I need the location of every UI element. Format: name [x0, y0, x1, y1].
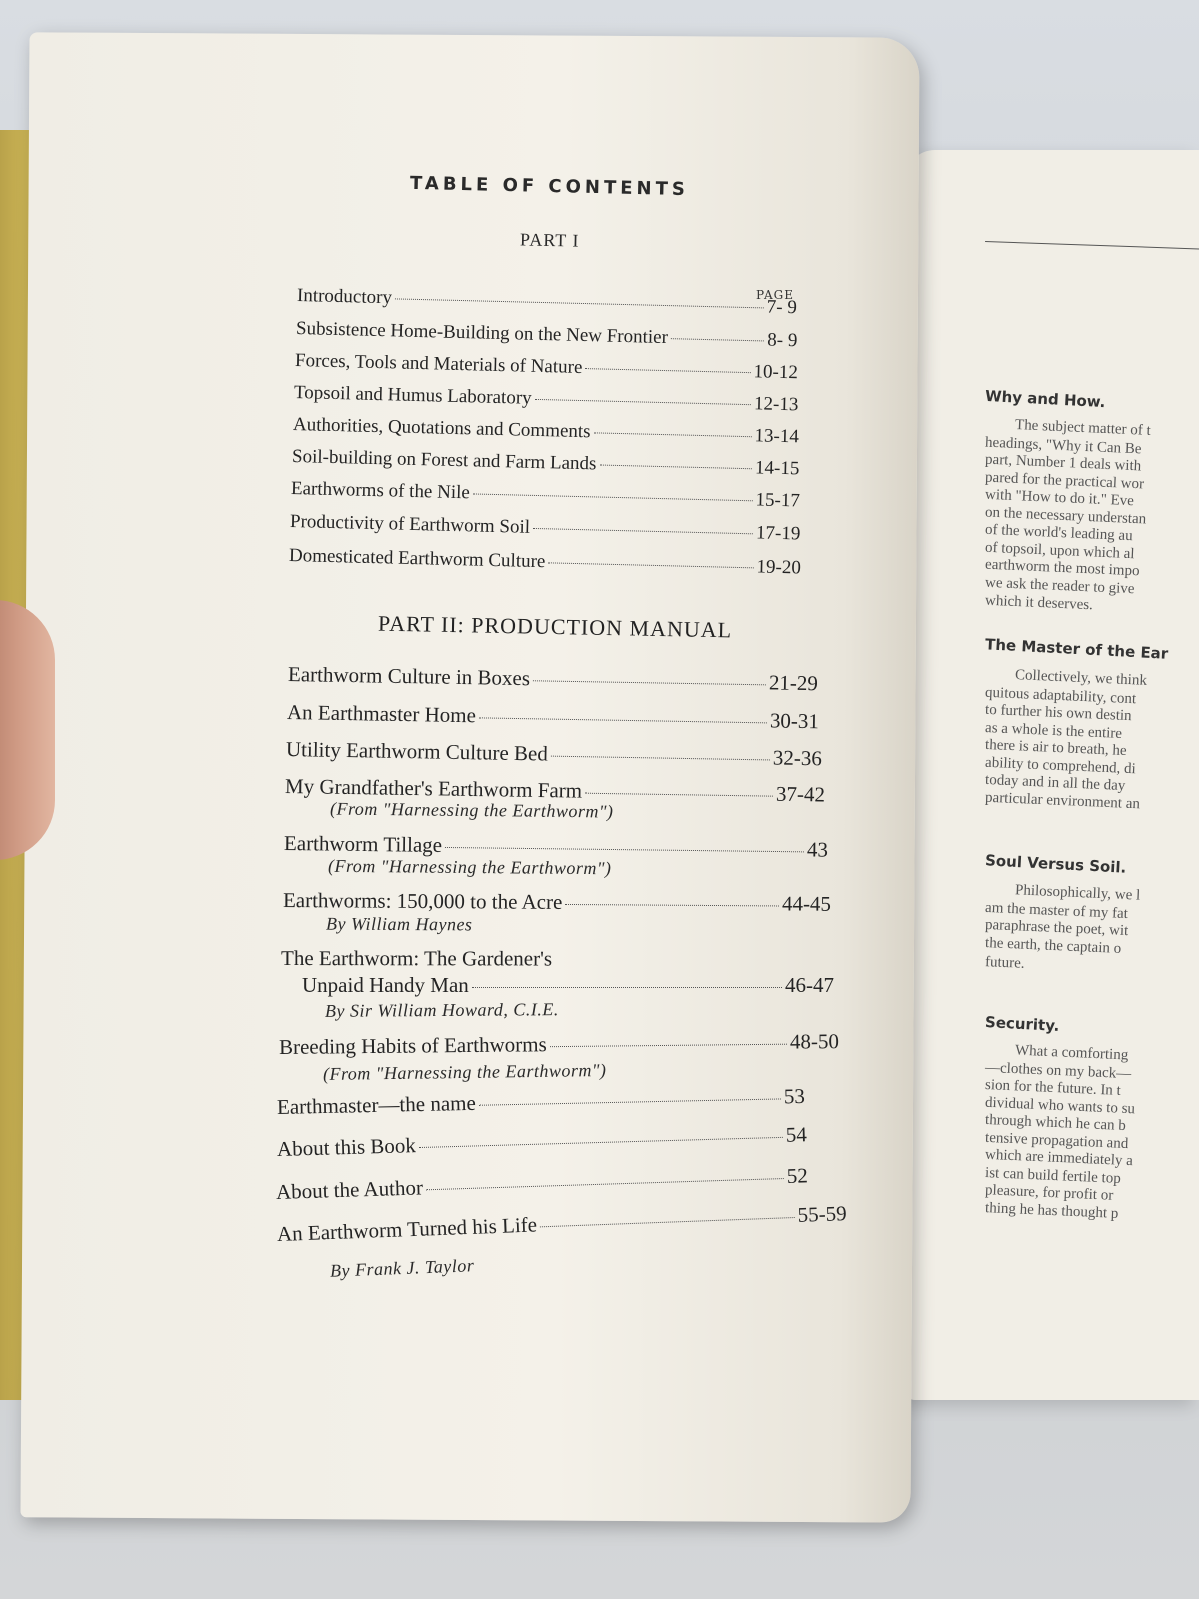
dot-leader [445, 847, 804, 852]
dot-leader [472, 987, 782, 988]
toc-entry [302, 973, 834, 998]
toc-entry-title: Introductory [296, 285, 393, 309]
body-text-line: today and in all the day [984, 771, 1126, 795]
toc-entry-pages: 15-17 [755, 489, 801, 512]
section-heading: Soul Versus Soil. [984, 851, 1127, 877]
toc-entry-pages: 54 [785, 1122, 808, 1147]
toc-entry-subtitle: By Sir William Howard, C.I.E. [324, 999, 559, 1021]
toc-entry-pages: 46-47 [785, 973, 834, 997]
dot-leader [479, 717, 767, 723]
body-text-line: The subject matter of t [1014, 417, 1152, 439]
thumb [0, 600, 55, 860]
body-text-line: on the necessary understan [984, 503, 1147, 528]
body-text-line: there is air to breath, he [984, 736, 1127, 760]
body-text-line: of the world's leading au [984, 521, 1133, 545]
dot-leader [426, 1178, 784, 1190]
right-page [905, 150, 1199, 1400]
section-heading: Why and How. [984, 386, 1106, 412]
toc-title: TABLE OF CONTENTS [409, 172, 690, 201]
toc-entry-pages: 55-59 [797, 1201, 848, 1227]
toc-entry-title: Unpaid Handy Man [302, 973, 469, 997]
body-text-line: headings, "Why it Can Be [984, 434, 1142, 457]
body-text-line: —clothes on my back— [984, 1059, 1132, 1082]
body-text-line: sion for the future. In t [984, 1077, 1122, 1099]
toc-entry-pages: 43 [806, 837, 829, 862]
toc-entry-pages: 37-42 [775, 781, 826, 807]
dot-leader [671, 338, 764, 341]
toc-entry-subtitle: By William Haynes [325, 913, 473, 935]
dot-leader [594, 432, 752, 437]
body-text-line: as a whole is the entire [984, 719, 1123, 742]
toc-entry-title: Authorities, Quotations and Comments [292, 414, 591, 443]
body-text-line: tensive propagation and [984, 1129, 1129, 1152]
toc-entry-subtitle: (From "Harnessing the Earthworm") [327, 855, 612, 879]
dot-leader [419, 1137, 783, 1148]
toc-entry-pages: 8- 9 [767, 329, 798, 352]
toc-entry-pages: 44-45 [781, 891, 832, 916]
toc-entry-title: Earthworm Culture in Boxes [287, 662, 531, 691]
toc-entry-pages: 10-12 [753, 361, 799, 384]
header-rule [985, 241, 1199, 250]
toc-entry-title: An Earthmaster Home [286, 700, 477, 728]
body-text-line: dividual who wants to su [984, 1094, 1136, 1117]
body-text-line: earthworm the most impo [984, 556, 1140, 580]
dot-leader [585, 793, 773, 797]
dot-leader [548, 562, 753, 568]
body-text-line: am the master of my fat [984, 899, 1129, 922]
dot-leader [585, 368, 750, 373]
toc-entry-title: Soil-building on Forest and Farm Lands [291, 446, 597, 475]
body-text-line: What a comforting [1014, 1042, 1129, 1064]
toc-entry-subtitle: By Frank J. Taylor [329, 1255, 475, 1281]
body-text-line: we ask the reader to give [984, 574, 1135, 597]
toc-entry-title: Earthworms of the Nile [290, 478, 471, 504]
dot-leader [550, 1044, 787, 1047]
toc-entry-title: An Earthworm Turned his Life [276, 1212, 538, 1246]
toc-entry-subtitle: (From "Harnessing the Earthworm") [329, 798, 614, 822]
dot-leader [599, 465, 752, 470]
body-text-line: part, Number 1 deals with [984, 451, 1142, 475]
dot-leader [473, 493, 753, 501]
toc-entry-title: Productivity of Earthworm Soil [289, 511, 531, 538]
body-text-line: Philosophically, we l [1014, 882, 1141, 904]
toc-entry-title: Earthmaster—the name [276, 1090, 477, 1119]
body-text-line: of topsoil, upon which al [984, 539, 1135, 562]
toc-entry-title: About this Book [276, 1133, 417, 1161]
toc-entry-pages: 13-14 [754, 425, 800, 448]
toc-entry-pages: 21-29 [768, 670, 819, 696]
body-text-line: the earth, the captain o [984, 934, 1122, 957]
body-text-line: with "How to do it." Eve [984, 486, 1135, 510]
toc-entry-subtitle: (From "Harnessing the Earthworm") [322, 1060, 607, 1084]
part1-title: PART I [519, 229, 580, 251]
body-text-line: pleasure, for profit or [984, 1182, 1114, 1204]
section-heading: Security. [984, 1013, 1060, 1035]
body-text-line: particular environment an [984, 789, 1141, 812]
body-text-line: ability to comprehend, di [984, 754, 1137, 777]
body-text-line: Collectively, we think [1014, 667, 1148, 689]
body-text-line: pared for the practical wor [984, 469, 1145, 492]
dot-leader [535, 399, 751, 405]
body-text-line: quitous adaptability, cont [984, 684, 1137, 707]
toc-entry-title: Domesticated Earthworm Culture [288, 545, 546, 573]
dot-leader [540, 1217, 795, 1227]
toc-entry-pages: 17-19 [755, 522, 801, 545]
toc-entry-title: Topsoil and Humus Laboratory [293, 382, 532, 409]
body-text-line: to further his own destin [984, 701, 1132, 725]
body-text-line: ist can build fertile top [984, 1164, 1122, 1187]
toc-entry-pages: 19-20 [756, 556, 802, 579]
toc-entry-title-line1: The Earthworm: The Gardener's [280, 946, 553, 971]
dot-leader [565, 904, 779, 906]
toc-entry-title: Subsistence Home-Building on the New Frontier [295, 318, 669, 349]
body-text-line: which are immediately a [984, 1146, 1134, 1170]
toc-entry-pages: 53 [783, 1083, 806, 1109]
page-column-header: PAGE [756, 288, 794, 302]
toc-entry-title: Earthworms: 150,000 to the Acre [282, 888, 563, 914]
toc-entry-pages: 7- 9 [766, 296, 798, 319]
body-text-line: future. [984, 954, 1025, 972]
toc-entry-pages: 12-13 [753, 393, 799, 416]
toc-entry-title: Forces, Tools and Materials of Nature [294, 350, 583, 379]
body-text-line: which it deserves. [984, 592, 1094, 614]
body-text-line: thing he has thought p [984, 1199, 1119, 1222]
toc-entry-title: Utility Earthworm Culture Bed [285, 737, 549, 766]
dot-leader [395, 298, 764, 308]
dot-leader [533, 528, 753, 534]
dot-leader [533, 680, 766, 685]
toc-entry-pages: 30-31 [769, 708, 820, 734]
toc-entry-pages: 14-15 [754, 457, 800, 480]
toc-entry-pages: 52 [786, 1163, 809, 1188]
toc-entry-title: Breeding Habits of Earthworms [278, 1032, 547, 1059]
body-text-line: through which he can b [984, 1111, 1127, 1135]
toc-entry-title: About the Author [275, 1175, 424, 1204]
toc-entry-pages: 32-36 [772, 745, 823, 771]
dot-leader [551, 756, 770, 761]
toc-entry-pages: 48-50 [789, 1029, 840, 1054]
dot-leader [479, 1098, 781, 1105]
body-text-line: paraphrase the poet, wit [984, 916, 1129, 940]
toc-entry-title: Earthworm Tillage [283, 831, 443, 857]
toc-entry-title: My Grandfather's Earthworm Farm [284, 774, 583, 803]
section-heading: The Master of the Ear [984, 635, 1169, 663]
toc-entry [283, 888, 831, 917]
part2-title: PART II: PRODUCTION MANUAL [377, 610, 733, 643]
